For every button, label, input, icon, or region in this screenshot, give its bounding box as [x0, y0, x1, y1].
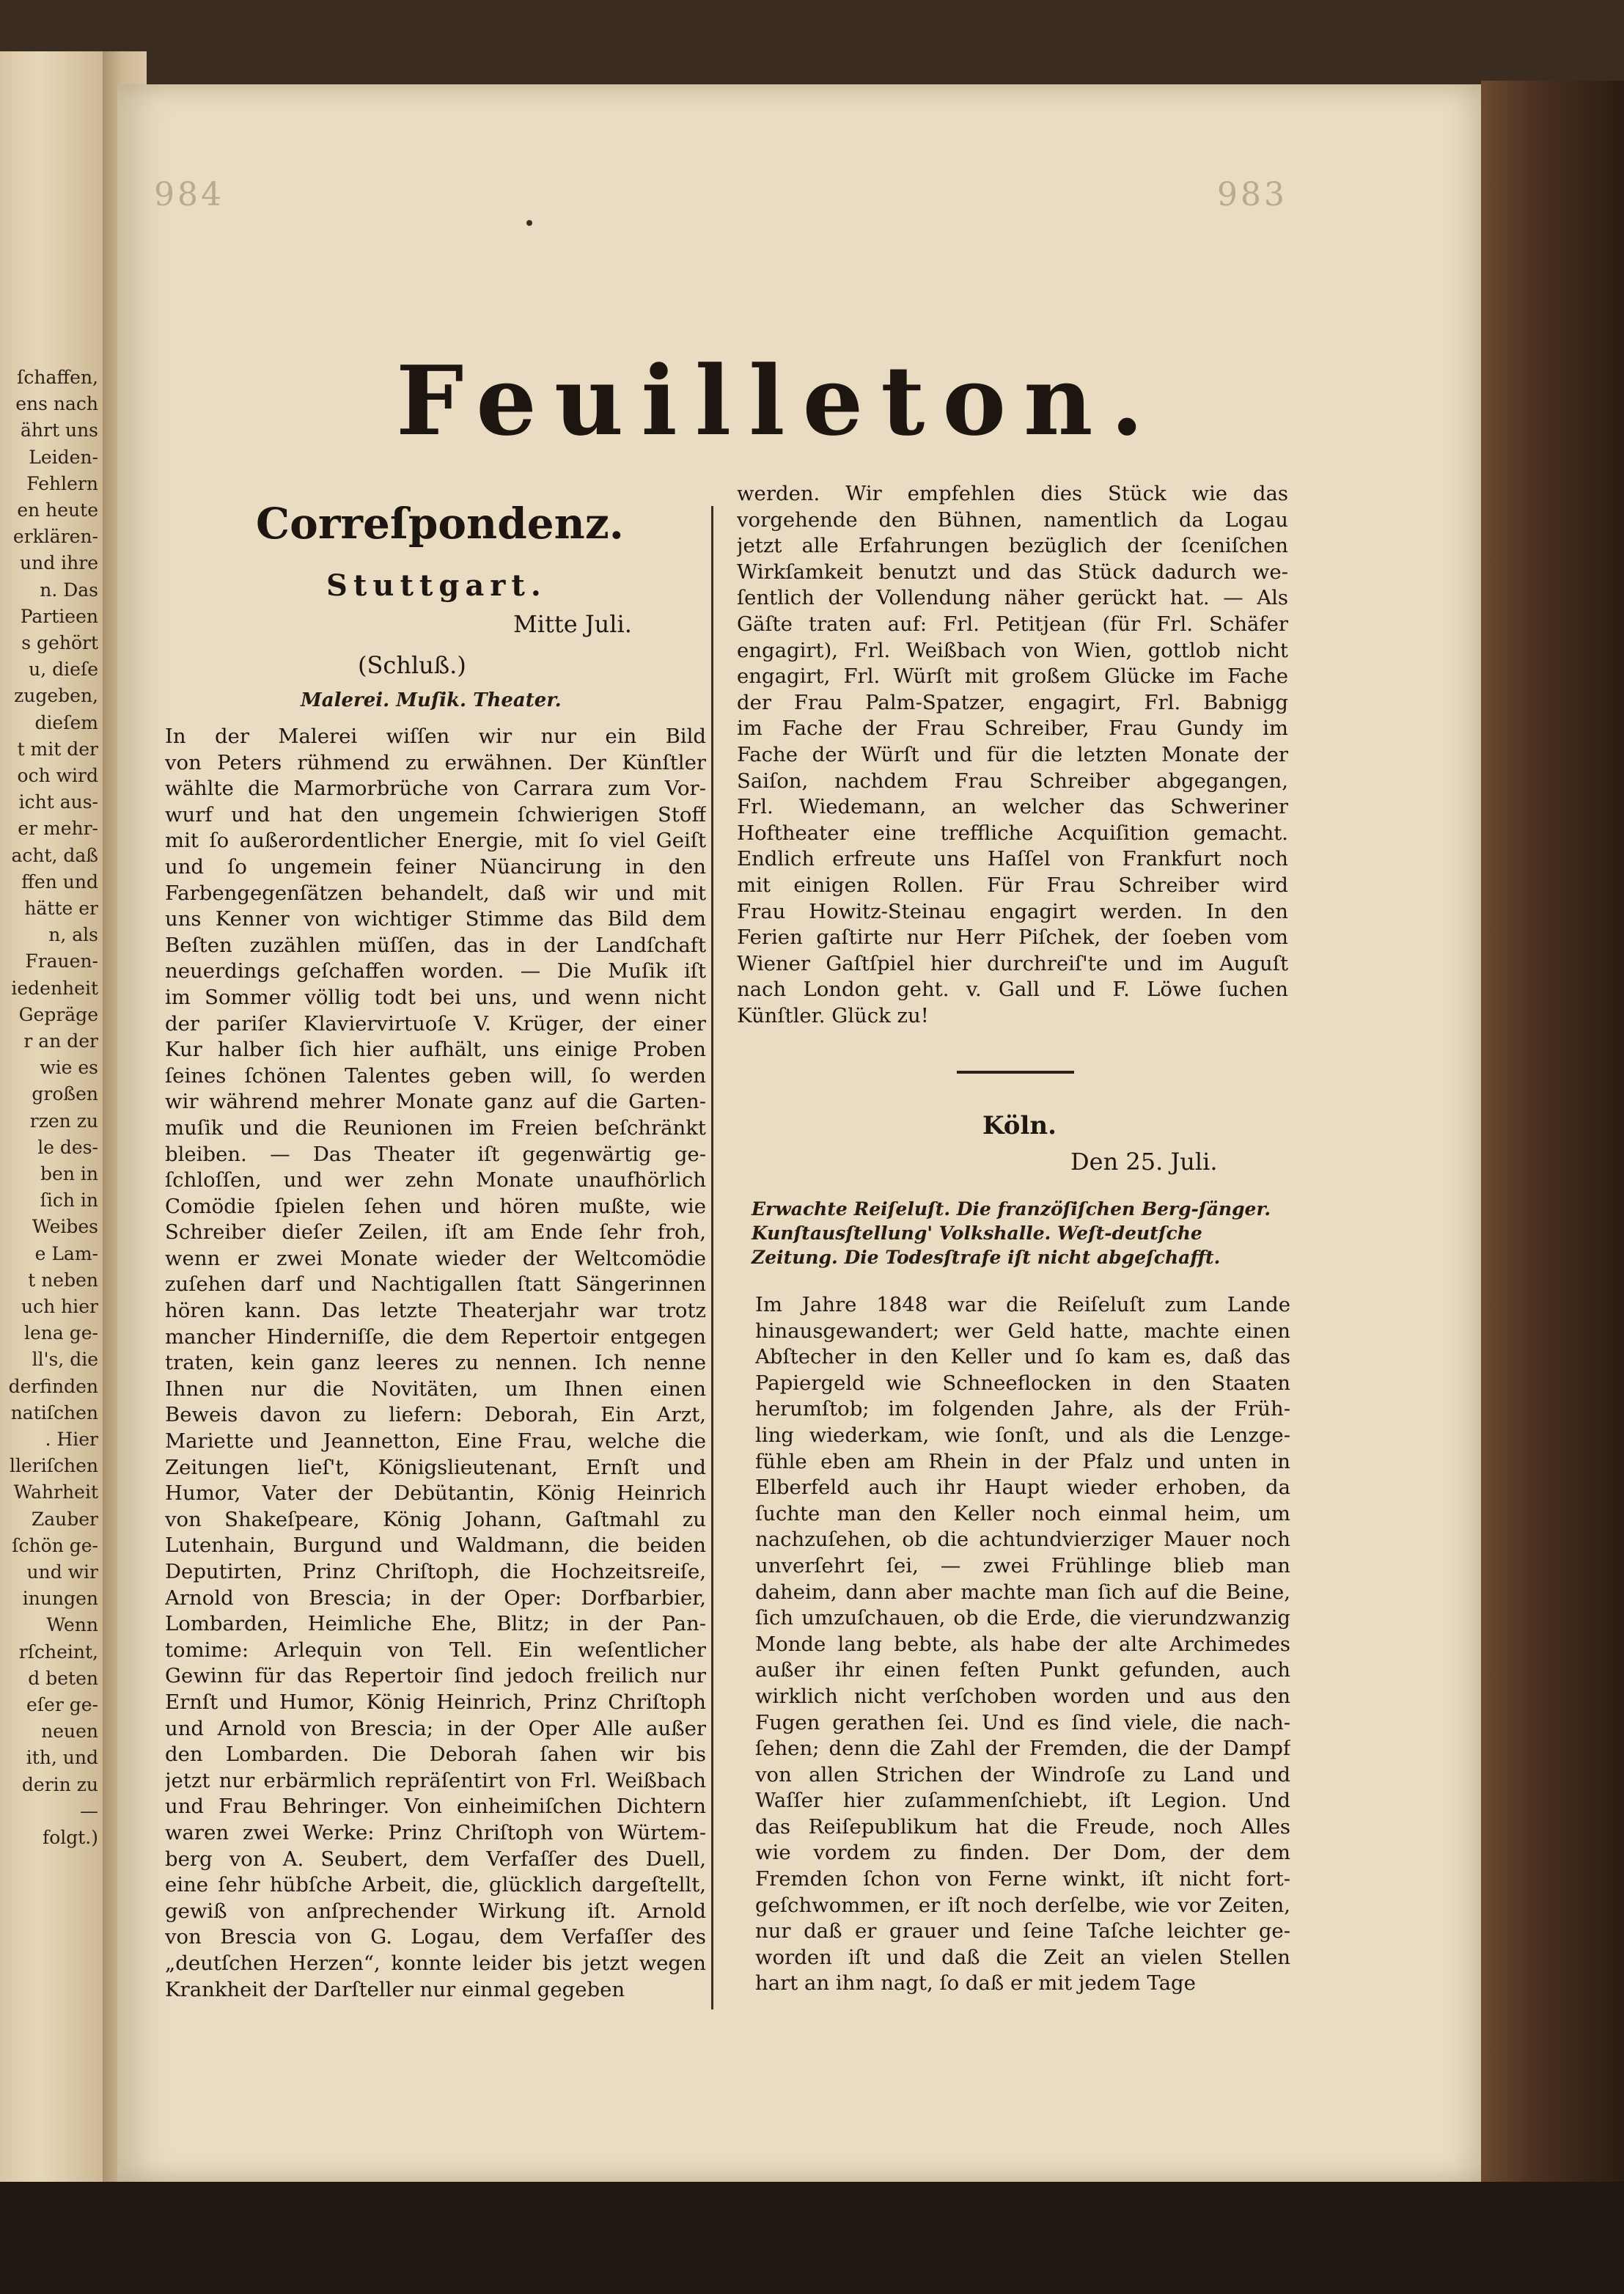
- text-line: und Frau Behringer. Von einheimiſchen Dichtern: [165, 1795, 706, 1819]
- text-line: Ernſt und Humor, König Heinrich, Prinz Chriſtoph: [165, 1690, 706, 1714]
- left-page-line: und ihre: [20, 552, 98, 574]
- left-page-line: ffen und: [21, 871, 98, 893]
- text-line: waren zwei Werke: Prinz Chriſtoph von Würtem-: [165, 1820, 706, 1844]
- left-page-line: acht, daß: [11, 844, 98, 866]
- text-line: Krankheit der Darſteller nur einmal gegeben: [165, 1977, 625, 2001]
- left-page-line: s gehört: [21, 632, 98, 653]
- left-page-line: folgt.): [42, 1827, 98, 1848]
- text-line: Farbengegenſätzen behandelt, daß wir und mit: [165, 881, 706, 905]
- text-line: Fugen gerathen ſei. Und es ſind viele, die nach-: [755, 1710, 1290, 1734]
- text-line: der Frau Palm-Spatzer, engagirt, Frl. Babnigg: [737, 690, 1288, 714]
- text-line: Lombarden, Heimliche Ehe, Blitz; in der Pan-: [165, 1612, 706, 1636]
- text-line: Frl. Wiedemann, an welcher das Schweriner: [737, 795, 1288, 819]
- text-line: der pariſer Klaviervirtuoſe V. Krüger, der einer: [165, 1011, 706, 1036]
- left-page-line: en heute: [17, 499, 98, 521]
- left-neighbour-page: [0, 51, 103, 2294]
- left-page-line: Partieen: [20, 605, 98, 627]
- running-head-left: 984: [154, 176, 224, 213]
- text-line: Comödie ſpielen ſehen und hören mußte, wie: [165, 1194, 706, 1218]
- left-page-line: ſchaffen,: [17, 367, 98, 388]
- text-line: worden iſt und daß die Zeit an vielen Stellen: [755, 1945, 1290, 1969]
- left-page-line: zugeben,: [14, 685, 98, 707]
- text-line: im Fache der Frau Schreiber, Frau Gundy im: [737, 717, 1288, 741]
- text-line: vorgehende den Bühnen, namentlich da Logau: [737, 507, 1288, 532]
- text-line: wenn er zwei Monate wieder der Weltcomödie: [165, 1246, 706, 1270]
- left-page-line: rzen zu: [29, 1110, 98, 1132]
- section-title: Feuilleton.: [396, 345, 1161, 457]
- left-page-line: derfinden: [8, 1375, 98, 1397]
- text-line: wir während mehrer Monate ganz auf die Garten-: [165, 1090, 706, 1114]
- text-line: Kur halber ſich hier aufhält, uns einige Proben: [165, 1038, 706, 1062]
- text-line: Hoftheater eine treffliche Acquiſition gemacht.: [737, 821, 1288, 845]
- left-page-line: t neben: [28, 1269, 98, 1291]
- left-page-line: n, als: [48, 924, 98, 946]
- text-line: ſchloſſen, und wer zehn Monate unaufhörlich: [165, 1168, 706, 1192]
- text-line: mit ſo außerordentlicher Energie, mit ſo viel Geiſt: [165, 829, 706, 853]
- text-line: Beweis davon zu liefern: Deborah, Ein Arzt,: [165, 1403, 706, 1427]
- left-page-line: dieſem: [34, 711, 98, 733]
- left-page-line: rſcheint,: [18, 1641, 98, 1663]
- left-page-line: lena ge-: [24, 1322, 98, 1344]
- left-page-line: ährt uns: [21, 419, 98, 441]
- text-line: „deutſchen Herzen“, konnte leider bis jetzt wegen: [165, 1951, 706, 1975]
- text-line: tomime: Arlequin von Tell. Ein weſentlicher: [165, 1638, 706, 1662]
- text-line: Papiergeld wie Schneeflocken in den Staaten: [755, 1371, 1290, 1395]
- text-line: Deputirten, Prinz Chriſtoph, die Hochzeitsreiſe,: [165, 1560, 706, 1583]
- left-page-line: Leiden-: [29, 446, 98, 468]
- dateline-koeln: Den 25. Juli.: [1070, 1148, 1218, 1176]
- left-page-line: neuen: [41, 1720, 98, 1743]
- text-line: ſich umzuſchauen, ob die Erde, die vierundzwanzig: [755, 1606, 1290, 1630]
- text-line: hart an ihm nagt, ſo daß er mit jedem Tage: [755, 1971, 1196, 1996]
- article-koeln: [755, 1292, 1290, 1997]
- text-line: Mariette und Jeannetton, Eine Frau, welche die: [165, 1429, 706, 1454]
- left-page-line: eſer ge-: [26, 1694, 98, 1715]
- left-page-line: hätte er: [24, 898, 98, 919]
- text-line: ling wiederkam, wie ſonſt, und als die Lenzge-: [755, 1423, 1290, 1447]
- text-line: und ſo ungemein feiner Nüancirung in den: [165, 854, 706, 879]
- text-line: ſuchte man den Keller noch einmal heim, um: [755, 1501, 1290, 1525]
- text-line: Zeitungen lieſ't, Königslieutenant, Ernſt und: [165, 1455, 706, 1479]
- left-page-line: ſich in: [40, 1190, 98, 1212]
- text-line: im Sommer völlig todt bei uns, und wenn nicht: [165, 985, 706, 1009]
- city-heading-stuttgart: Stuttgart.: [326, 568, 547, 603]
- text-line: Saiſon, nachdem Frau Schreiber abgegangen,: [737, 769, 1288, 793]
- article-stuttgart: [165, 724, 706, 2003]
- text-line: Beſten zuzählen müſſen, das in der Landſchaft: [165, 933, 706, 957]
- left-page-line: er mehr-: [18, 818, 98, 840]
- left-page-line: ben in: [40, 1163, 98, 1184]
- left-page-line: erklären-: [12, 526, 98, 548]
- book-bottom-edge: [0, 2182, 1624, 2294]
- topics-koeln: Erwachte Reiſeluſt. Die franzöſiſchen Berg-ſänger. Kunſtausſtellung' Volkshalle. Weſt-deutſche Zeitung. Die Todesſtrafe iſt nicht abgeſchafft.: [752, 1198, 1271, 1268]
- text-line: Frau Howitz-Steinau engagirt werden. In den: [737, 899, 1288, 923]
- book-cover-edge: [1481, 81, 1624, 2193]
- left-page-line: uch hier: [21, 1296, 98, 1317]
- ornament-dot: [526, 220, 532, 226]
- left-page-line: Frauen-: [25, 950, 98, 972]
- text-line: Fremden ſchon von Ferne winkt, iſt nicht fort-: [755, 1867, 1290, 1891]
- text-line: Endlich erfreute uns Haſſel von Frankfurt noch: [737, 847, 1288, 871]
- correspondence-heading: Correſpondenz.: [256, 499, 624, 549]
- left-page-line: . Hier: [45, 1429, 98, 1450]
- text-line: Fache der Würſt und für die letzten Monate der: [737, 742, 1288, 766]
- text-line: muſik und die Reunionen im Freien beſchränkt: [165, 1115, 706, 1140]
- left-page-line: u, dieſe: [29, 659, 98, 681]
- text-line: Monde lang bebte, als habe der alte Archimedes: [755, 1632, 1290, 1656]
- text-line: Gewinn für das Repertoir ſind jedoch freilich nur: [165, 1664, 706, 1688]
- text-line: außer ihr einen feſten Punkt gefunden, auch: [755, 1658, 1290, 1682]
- left-page-line: d beten: [28, 1667, 98, 1689]
- text-line: nur daß er grauer und ſeine Taſche leichter ge-: [755, 1919, 1290, 1943]
- text-line: Elberfeld auch ihr Haupt wieder erhoben, da: [755, 1476, 1290, 1500]
- section-divider: [957, 1071, 1074, 1074]
- text-line: nachzuſehen, ob die achtundvierziger Mauer noch: [755, 1528, 1290, 1552]
- text-line: Ferien gaſtirte nur Herr Piſchek, der ſoeben vom: [737, 926, 1288, 950]
- text-line: unverſehrt ſei, — zwei Frühlinge blieb man: [755, 1553, 1290, 1577]
- text-line: von Brescia von G. Logau, dem Verfaſſer des: [165, 1925, 706, 1949]
- text-line: Humor, Vater der Debütantin, König Heinrich: [165, 1481, 706, 1506]
- text-line: Wirkſamkeit benutzt und das Stück dadurch we-: [737, 560, 1288, 584]
- text-line: fühle eben am Rhein in der Pfalz und unten in: [755, 1449, 1290, 1473]
- left-page-line: n. Das: [40, 579, 98, 601]
- text-line: das Reiſepublikum hat die Freude, noch Alles: [755, 1814, 1290, 1839]
- text-line: mit einigen Rollen. Für Frau Schreiber wird: [737, 873, 1288, 897]
- text-line: Lutenhain, Burgund und Waldmann, die beiden: [165, 1533, 706, 1558]
- text-line: jetzt nur erbärmlich repräſentirt von Frl. Weißbach: [165, 1768, 706, 1792]
- left-page-line: großen: [32, 1083, 98, 1105]
- text-line: wählte die Marmorbrüche von Carrara zum Vor-: [165, 777, 706, 801]
- article-stuttgart-continued: [737, 481, 1288, 1029]
- city-heading-koeln: Köln.: [982, 1111, 1057, 1140]
- left-page-line: r an der: [23, 1030, 98, 1052]
- text-line: geſchwommen, er iſt noch derſelbe, wie vor Zeiten,: [755, 1893, 1290, 1917]
- left-page-line: Gepräge: [18, 1003, 98, 1025]
- text-line: engagirt), Frl. Weißbach von Wien, gottlob nicht: [737, 638, 1288, 662]
- left-page-line: ſchön ge-: [12, 1534, 98, 1556]
- text-line: ſehen; denn die Zahl der Fremden, die der Dampf: [755, 1737, 1290, 1761]
- text-line: herumſtob; im folgenden Jahre, als der Früh-: [755, 1397, 1290, 1421]
- left-page-line: Wenn: [46, 1614, 98, 1636]
- text-line: ſentlich der Vollendung näher gerückt hat. — Als: [737, 586, 1288, 610]
- text-line: Waſſer hier zuſammenſchiebt, iſt Legion. Und: [755, 1789, 1290, 1813]
- running-head-right: 983: [1217, 176, 1287, 213]
- text-line: von allen Strichen der Windroſe zu Land und: [755, 1762, 1290, 1787]
- text-line: In der Malerei wiſſen wir nur ein Bild: [165, 725, 706, 748]
- text-line: Ihnen nur die Novitäten, um Ihnen einen: [165, 1377, 706, 1401]
- text-line: Im Jahre 1848 war die Reiſeluſt zum Lande: [755, 1293, 1290, 1316]
- left-page-line: lleriſchen: [10, 1455, 98, 1477]
- text-line: hören kann. Das letzte Theaterjahr war trotz: [165, 1299, 706, 1323]
- dateline-stuttgart: Mitte Juli.: [513, 610, 632, 638]
- left-page-line: t mit der: [17, 738, 98, 760]
- left-page-line: Zauber: [31, 1508, 98, 1530]
- left-page-line: och wird: [17, 765, 98, 786]
- left-page-line: inungen: [22, 1588, 98, 1610]
- left-page-line: —: [80, 1800, 98, 1822]
- text-line: gewiß von anſprechender Wirkung iſt. Arnold: [165, 1899, 706, 1923]
- text-line: und Arnold von Brescia; in der Oper Alle außer: [165, 1716, 706, 1740]
- left-page-line: derin zu: [21, 1773, 98, 1795]
- text-line: zuſehen darf und Nachtigallen ſtatt Sängerinnen: [165, 1272, 706, 1297]
- left-page-line: wie es: [40, 1057, 98, 1079]
- text-line: berg von A. Seubert, dem Verfaſſer des Duell,: [165, 1847, 706, 1871]
- text-line: eine ſehr hübſche Arbeit, die, glücklich dargeſtellt,: [165, 1873, 706, 1897]
- text-line: von Peters rühmend zu erwähnen. Der Künſtler: [165, 750, 706, 774]
- left-page-line: ens nach: [15, 393, 98, 415]
- text-line: daheim, dann aber machte man ſich auf die Beine,: [755, 1580, 1290, 1604]
- column-rule: [711, 506, 713, 2009]
- left-page-line: Fehlern: [26, 472, 98, 494]
- text-line: Wiener Gaſtſpiel hier durchreiſ'te und im Auguſt: [737, 951, 1288, 975]
- left-page-line: Wahrheit: [13, 1481, 98, 1503]
- text-line: von Shakeſpeare, König Johann, Gaſtmahl zu: [165, 1507, 706, 1531]
- text-line: werden. Wir empfehlen dies Stück wie das: [737, 482, 1288, 505]
- left-page-line: Weibes: [32, 1216, 98, 1238]
- left-page-line: ll's, die: [32, 1349, 98, 1371]
- left-page-line: und wir: [26, 1561, 98, 1583]
- left-page-line: le des-: [37, 1136, 98, 1158]
- text-line: ſeines ſchönen Talentes geben will, ſo werden: [165, 1063, 706, 1088]
- left-page-line: e Lam-: [34, 1242, 98, 1264]
- text-line: wirklich nicht verſchoben worden und aus den: [755, 1684, 1290, 1708]
- left-page-line: natiſchen: [10, 1401, 98, 1423]
- topics-stuttgart: Malerei. Muſik. Theater.: [301, 689, 562, 711]
- text-line: Künſtler. Glück zu!: [737, 1003, 929, 1027]
- text-line: Abſtecher in den Keller und ſo kam es, daß das: [755, 1345, 1290, 1369]
- text-line: uns Kenner von wichtiger Stimme das Bild dem: [165, 907, 706, 931]
- text-line: jetzt alle Erfahrungen bezüglich der ſceniſchen: [737, 534, 1288, 558]
- text-line: engagirt, Frl. Würſt mit großem Glücke im Fache: [737, 664, 1288, 689]
- text-line: wie vordem zu finden. Der Dom, der dem: [755, 1841, 1290, 1865]
- text-line: traten, kein ganz leeres zu nennen. Ich nenne: [165, 1351, 706, 1375]
- text-line: Arnold von Brescia; in der Oper: Dorfbarbier,: [165, 1586, 706, 1610]
- text-line: bleiben. — Das Theater iſt gegenwärtig ge-: [165, 1142, 706, 1166]
- text-line: wurf und hat den ungemein ſchwierigen Stoff: [165, 802, 706, 827]
- text-line: den Lombarden. Die Deborah ſahen wir bis: [165, 1743, 706, 1767]
- text-line: mancher Hinderniſſe, die dem Repertoir entgegen: [165, 1324, 706, 1349]
- text-line: Schreiber dieſer Zeilen, iſt am Ende ſehr froh,: [165, 1220, 706, 1245]
- left-page-line: iedenheit: [11, 977, 98, 999]
- text-line: neuerdings geſchaffen worden. — Die Muſik iſt: [165, 959, 706, 983]
- left-page-line: icht aus-: [18, 791, 98, 813]
- text-line: nach London geht. v. Gall und F. Löwe ſuchen: [737, 978, 1288, 1002]
- left-page-line: ith, und: [26, 1747, 98, 1769]
- text-line: hinausgewandert; wer Geld hatte, machte einen: [755, 1319, 1290, 1343]
- text-line: Gäſte traten auf: Frl. Petitjean (für Frl. Schäfer: [737, 612, 1288, 636]
- continuation-note: (Schluß.): [358, 651, 466, 679]
